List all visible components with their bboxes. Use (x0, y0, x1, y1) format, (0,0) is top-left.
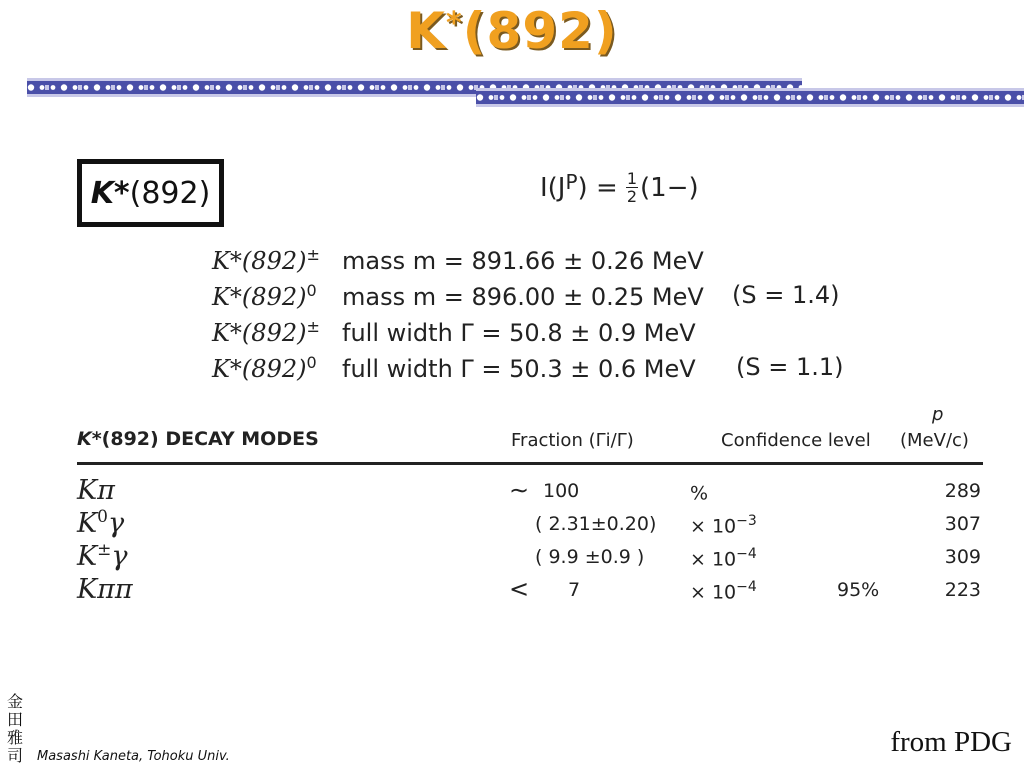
property-text: mass m = 896.00 ± 0.25 MeV (342, 283, 704, 311)
seal-char: 雅 (6, 728, 23, 747)
particle-name-box (77, 159, 224, 227)
qn-frac-den: 2 (626, 187, 638, 206)
decay-unit: × $10^{-4}$ (690, 546, 757, 571)
decay-confidence: 95% (837, 579, 880, 601)
property-text: full width Γ = 50.8 ± 0.9 MeV (342, 319, 696, 347)
source-note: from PDG (890, 726, 1012, 758)
decorative-band-bottom (476, 88, 1024, 107)
decay-approx: ∼ (509, 476, 530, 504)
property-line (212, 281, 840, 311)
decay-momentum: 309 (944, 546, 981, 568)
qn-fraction (626, 170, 638, 205)
decay-fraction: ( 9.9 ±0.9 ) (535, 546, 645, 568)
column-p-symbol: p (932, 404, 944, 425)
slide-title (0, 2, 1024, 60)
particle-mass-label: (892) (129, 175, 211, 211)
table-row (77, 542, 983, 574)
decay-momentum: 307 (944, 513, 981, 535)
decay-unit: × $10^{-3}$ (690, 513, 757, 538)
title-star: * (445, 6, 463, 41)
property-text: full width Γ = 50.3 ± 0.6 MeV (342, 355, 696, 383)
title-mass: (892) (462, 2, 618, 60)
property-particle: K*(892)± (212, 245, 320, 275)
particle-symbol: K* (90, 175, 130, 211)
qn-rhs: (1−) (640, 172, 699, 203)
property-line (212, 353, 844, 383)
decay-unit: × $10^{-4}$ (690, 579, 757, 604)
scale-factor: (S = 1.1) (736, 353, 844, 381)
decay-mode: Kππ (77, 574, 133, 605)
decay-mode: K±γ (77, 540, 128, 572)
decay-momentum: 223 (944, 579, 981, 601)
decay-table-header (77, 404, 983, 458)
decay-fraction: 100 (543, 480, 580, 502)
title-base: K (406, 2, 446, 60)
decay-fraction: ( 2.31±0.20) (535, 513, 657, 535)
column-confidence: Confidence level (721, 430, 871, 451)
property-line (212, 317, 696, 347)
property-particle: $K*(892)^0$ (212, 353, 317, 383)
qn-parity: P (565, 169, 578, 194)
property-line (212, 245, 704, 275)
property-particle: $K*(892)^0$ (212, 281, 317, 311)
decay-table-title: K*(892) DECAY MODES (77, 428, 319, 450)
table-row (77, 575, 983, 607)
property-text: mass m = 891.66 ± 0.26 MeV (342, 247, 704, 275)
decay-approx: < (509, 575, 530, 603)
qn-frac-num: 1 (626, 169, 638, 188)
qn-lhs: I(J (540, 172, 566, 203)
column-fraction: Fraction (Γi/Γ) (511, 430, 634, 451)
decay-momentum: 289 (944, 480, 981, 502)
author-seal (2, 693, 28, 765)
property-particle: K*(892)± (212, 317, 320, 347)
decay-mode: $K^0\gamma$ (77, 507, 125, 539)
author-name: Masashi Kaneta, Tohoku Univ. (37, 749, 230, 764)
table-row (77, 476, 983, 508)
column-p-unit: (MeV/c) (900, 430, 969, 451)
quantum-numbers (540, 170, 699, 205)
seal-char: 司 (6, 746, 23, 765)
seal-char: 金 (6, 692, 23, 711)
table-rule (77, 462, 983, 465)
seal-char: 田 (6, 710, 23, 729)
decay-fraction: 7 (568, 579, 581, 601)
scale-factor: (S = 1.4) (732, 281, 840, 309)
decay-unit: % (690, 482, 709, 505)
qn-eq: ) = (577, 172, 618, 203)
table-row (77, 509, 983, 541)
decay-mode: Kπ (77, 475, 115, 506)
